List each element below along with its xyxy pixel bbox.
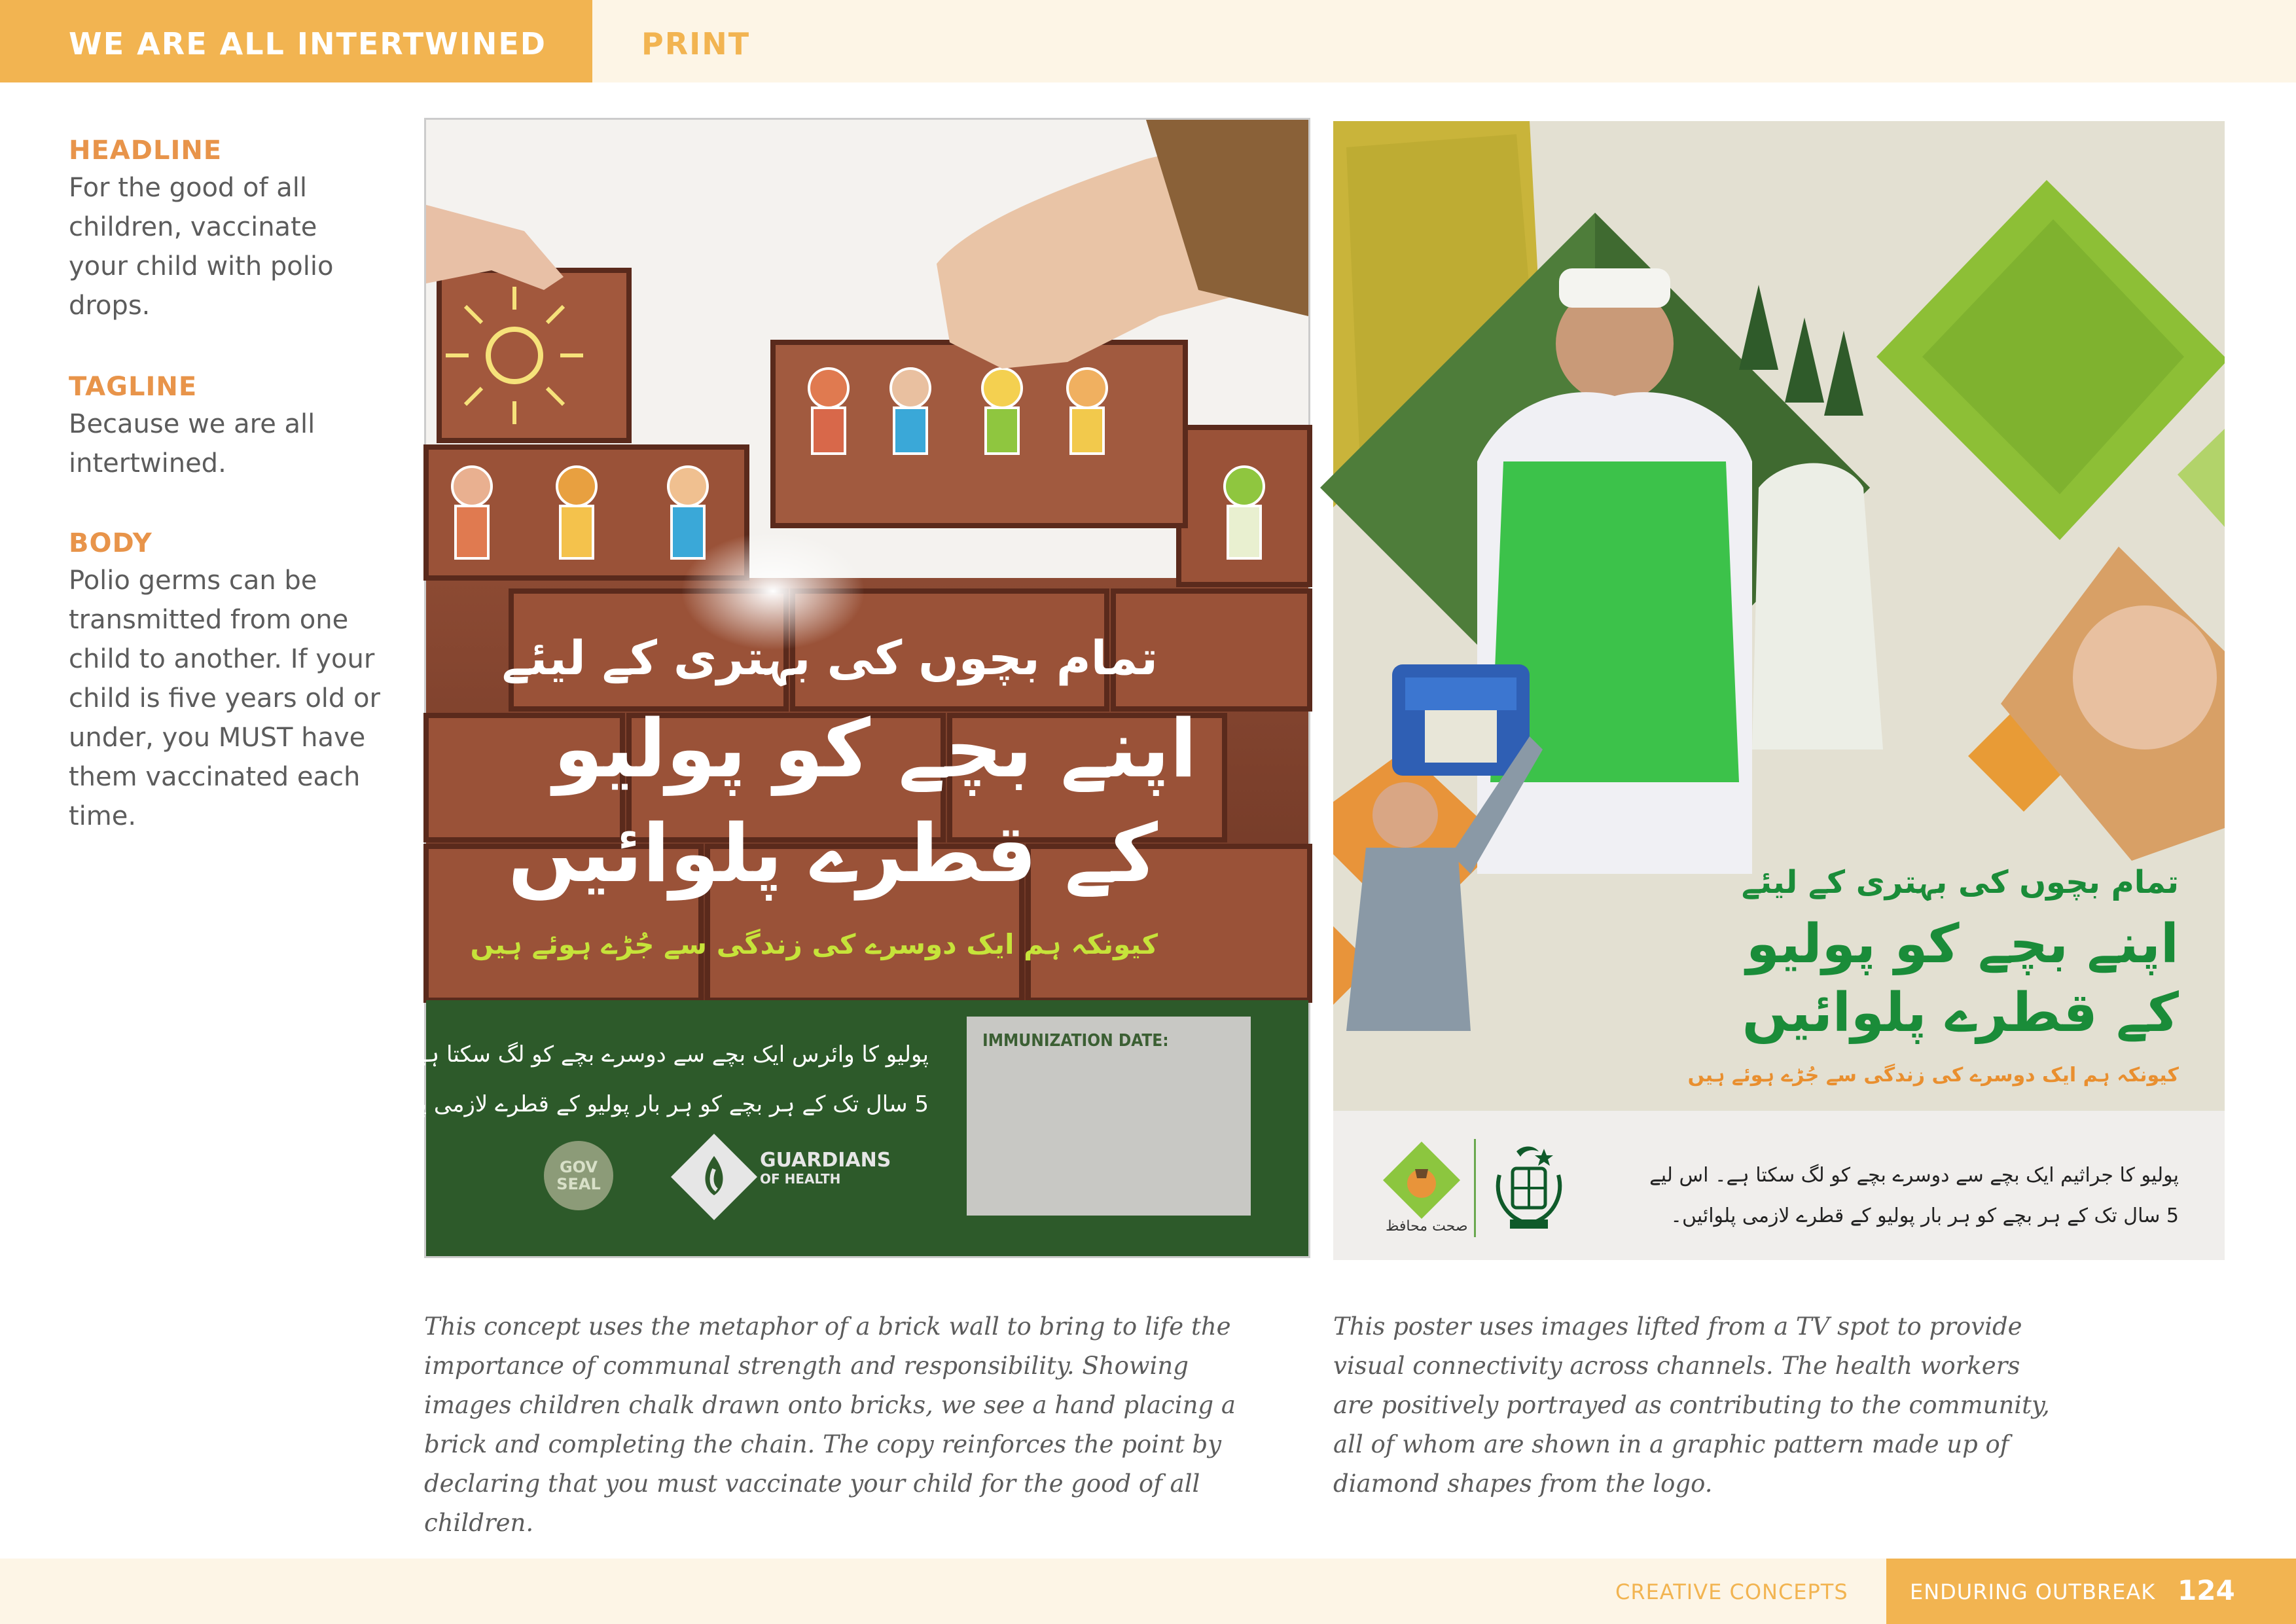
- body-block: [69, 528, 383, 836]
- headline-block: [69, 135, 383, 325]
- brick-wall-poster: [326, 118, 1310, 1258]
- footer-document-title: ENDURING OUTBREAK: [1910, 1579, 2156, 1604]
- caption-left: This concept uses the metaphor of a brick wall to bring to life the importance of communal strength and responsibility. Showing images children chalk drawn onto bricks, we see a hand placing a brick and completing the chain. The copy reinforces the point by declaring that you must vaccinate your child for the good of all children.: [424, 1312, 1236, 1537]
- poster2-urdu-line1: تمام بچوں کی بہتری کے لیئے: [1741, 864, 2179, 901]
- body-label: BODY: [69, 528, 152, 558]
- state-emblem-icon: [1490, 1142, 1568, 1234]
- section-label: PRINT: [641, 26, 751, 62]
- guardians-logo-name: GUARDIANS: [760, 1149, 891, 1172]
- caption-right: This poster uses images lifted from a TV spot to provide visual connectivity across channels. The health workers are positively portrayed as contributing to the community, all of whom are shown in a graphic pattern made up of diamond shapes from the logo.: [1333, 1312, 2050, 1498]
- diamond-pattern-poster: [1333, 121, 2225, 1260]
- poster1-urdu-body-line2: 5 سال تک کے ہر بچے کو ہر بار پولیو کے قطرے لازمی پلوائیں۔: [352, 1091, 929, 1117]
- guardians-logo-text: [760, 1151, 891, 1187]
- gov-seal-badge: GOV SEAL: [544, 1141, 613, 1210]
- poster1-urdu-tagline: کیونکہ ہم ایک دوسرے کی زندگی سے جُڑے ہوئے ہیں: [470, 928, 1158, 960]
- immunization-date-box: [967, 1017, 1251, 1216]
- logo-divider: [1474, 1139, 1476, 1237]
- immunization-date-label: IMMUNIZATION DATE:: [982, 1031, 1169, 1051]
- poster2-urdu-body-line1: پولیو کا جراثیم ایک بچے سے دوسرے بچے کو لگ سکتا ہے۔ اس لیے: [1649, 1164, 2179, 1187]
- tagline-label: TAGLINE: [69, 372, 198, 402]
- guardians-logo-sub: OF HEALTH: [760, 1171, 841, 1187]
- poster1-urdu-line3: کے قطرے پلوائیں: [508, 807, 1158, 900]
- poster1-urdu-line2: اپنے بچے کو پولیو: [553, 702, 1197, 795]
- guardians-logo-icon: [668, 1131, 760, 1223]
- sehat-muhafiz-logo-caption: صحت محافظ: [1386, 1218, 1468, 1235]
- poster2-urdu-body-line2: 5 سال تک کے ہر بچے کو ہر بار پولیو کے قطرے لازمی پلوائیں۔: [1670, 1204, 2179, 1227]
- poster2-urdu-line2: اپنے بچے کو پولیو: [1746, 913, 2179, 975]
- poster1-urdu-body-line1: پولیو کا وائرس ایک بچے سے دوسرے بچے کو لگ سکتا ہے۔ اس لیے: [326, 1041, 929, 1068]
- poster2-urdu-line3: کے قطرے پلوائیں: [1742, 982, 2179, 1044]
- page-title: WE ARE ALL INTERTWINED: [69, 26, 547, 62]
- tagline-text: Because we are all intertwined.: [69, 409, 315, 478]
- poster1-urdu-body: [326, 1030, 929, 1129]
- poster1-urdu-line1: تمام بچوں کی بہتری کے لیئے: [501, 630, 1158, 685]
- headline-label: HEADLINE: [69, 135, 223, 166]
- headline-text: For the good of all children, vaccinate your child with polio drops.: [69, 173, 334, 321]
- poster2-urdu-body: [1649, 1155, 2179, 1236]
- poster2-urdu-tagline: کیونکہ ہم ایک دوسرے کی زندگی سے جُڑے ہوئے ہیں: [1687, 1064, 2179, 1087]
- tagline-block: [69, 372, 383, 483]
- footer-section-label: CREATIVE CONCEPTS: [1615, 1579, 1848, 1604]
- body-text: Polio germs can be transmitted from one child to another. If your child is five years old or under, you MUST have them vaccinated each time.: [69, 566, 380, 831]
- page-number: 124: [2178, 1574, 2235, 1606]
